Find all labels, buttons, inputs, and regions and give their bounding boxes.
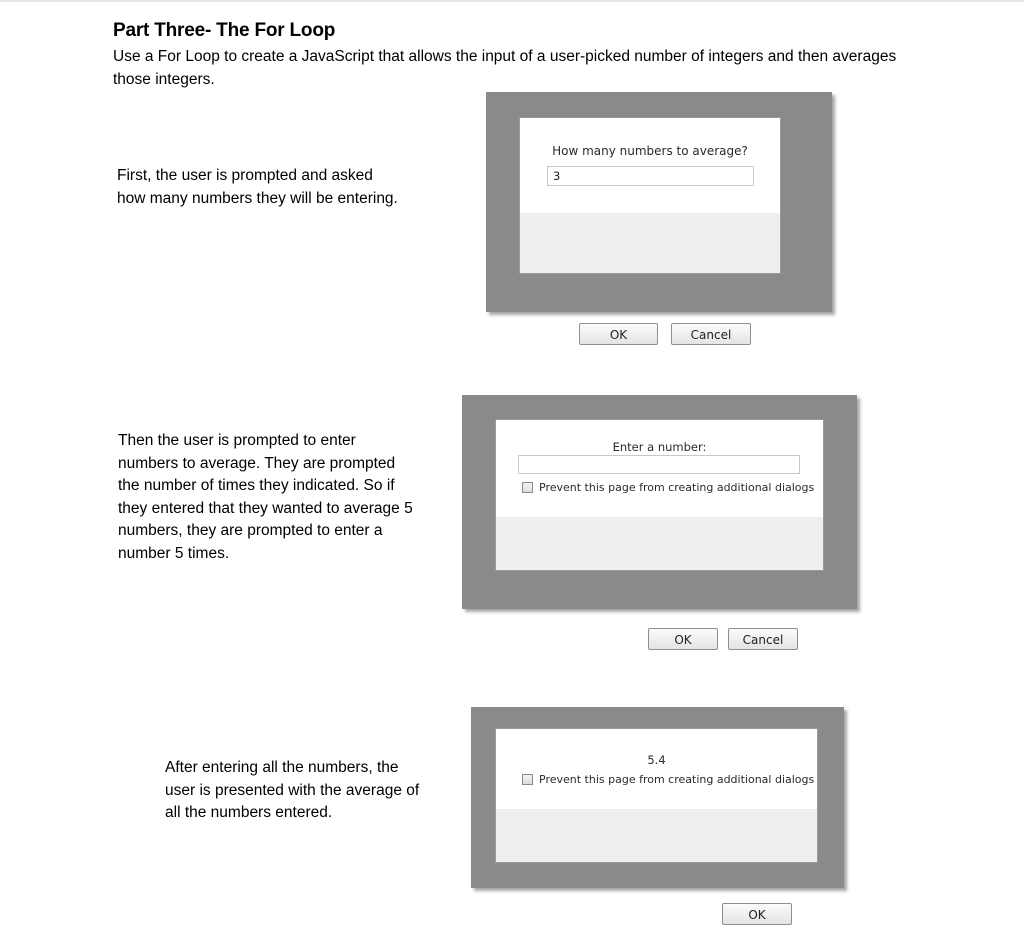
dialog-footer (496, 809, 817, 922)
prevent-dialogs-checkbox[interactable] (522, 482, 533, 493)
result-alert-dialog (495, 728, 818, 922)
step-1-line: First, the user is prompted and asked (117, 167, 373, 184)
average-result: 5.4 (647, 753, 666, 767)
top-divider (0, 0, 1024, 2)
count-input[interactable]: 3 (547, 166, 754, 186)
dialog-footer (520, 213, 780, 342)
ok-button[interactable]: OK (579, 323, 658, 345)
prevent-dialogs-checkbox[interactable] (522, 774, 533, 785)
step-2-line: Then the user is prompted to enter (118, 432, 356, 449)
step-3-line: all the numbers entered. (165, 804, 333, 821)
page-title: Part Three- The For Loop (113, 20, 336, 41)
cancel-button[interactable]: Cancel (728, 628, 798, 650)
cancel-button[interactable]: Cancel (671, 323, 751, 345)
ok-button[interactable]: OK (722, 903, 792, 925)
step-2-line: numbers to average. They are prompted (118, 454, 396, 472)
step-3-line: After entering all the numbers, the (165, 759, 399, 776)
step-2-line: number 5 times. (118, 544, 230, 562)
prompt-screenshot-frame (486, 92, 832, 342)
prevent-dialogs-option[interactable] (522, 481, 814, 494)
number-input[interactable] (518, 455, 800, 474)
result-alert-screenshot-frame (471, 707, 844, 922)
prompt-message: How many numbers to average? (552, 144, 748, 158)
prevent-dialogs-label: Prevent this page from creating additional dialogs (539, 481, 815, 494)
step-3-description (165, 757, 419, 825)
prevent-dialogs-label: Prevent this page from creating additional dialogs (539, 773, 815, 786)
prompt-dialog (519, 117, 781, 342)
prompt-message: Enter a number: (612, 440, 707, 454)
step-2-line: numbers, they are prompted to enter a (118, 522, 383, 539)
number-prompt-screenshot-frame (462, 395, 857, 647)
step-2-line: the number of times they indicated. So if (118, 477, 395, 494)
prevent-dialogs-option[interactable] (522, 773, 814, 786)
ok-button[interactable]: OK (648, 628, 718, 650)
number-prompt-dialog (495, 419, 824, 647)
dialog-footer (496, 517, 823, 647)
step-2-description (118, 430, 413, 565)
intro-paragraph: Use a For Loop to create a JavaScript that allows the input of a user-picked number of integers and then averages those integers. (113, 48, 897, 88)
step-3-line: user is presented with the average of (165, 781, 420, 799)
step-2-line: they entered that they wanted to average 5 (118, 499, 413, 517)
step-1-line: how many numbers they will be entering. (117, 189, 398, 207)
step-1-description (117, 165, 398, 210)
